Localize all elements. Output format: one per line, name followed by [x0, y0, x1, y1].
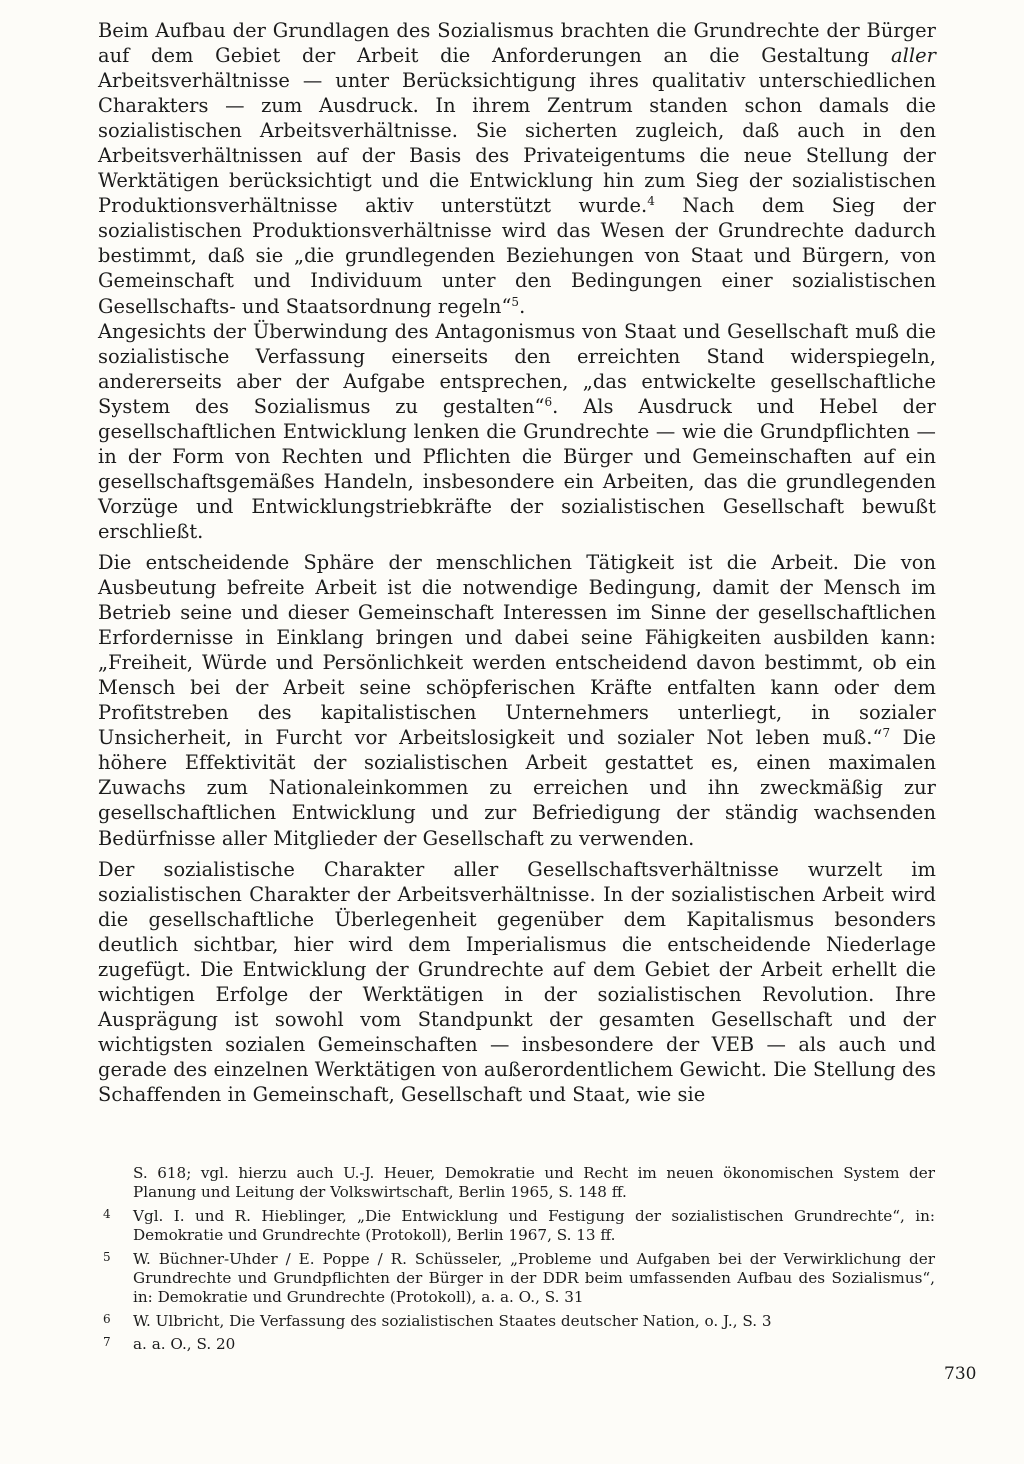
paragraph-4: Der sozialistische Charakter aller Gesellschaftsverhältnisse wurzelt im sozialistischen Charakter der Arbeitsverhältnisse. In der sozialistischen Arbeit wird die gesellschaftliche Überlegenheit gegenüber dem Kapitalismus besonders deutlich sichtbar, hier wird dem Imperialismus die entscheidende Niederlage zugefügt. Die Entwicklung der Grundrechte auf dem Gebiet der Arbeit erhellt die wichtigen Erfolge der Werktätigen in der sozialistischen Revolution. Ihre Ausprägung ist sowohl vom Standpunkt der gesamten Gesellschaft und der wichtigsten sozialen Gemeinschaften — insbesondere der VEB — als auch und gerade des einzelnen Werktätigen von außerordentlichem Gewicht. Die Stellung des Schaffenden in Gemeinschaft, Gesellschaft und Staat, wie sie: [98, 857, 936, 1106]
paragraph-2: [98, 319, 936, 544]
paragraph-2-text-a: Angesichts der Überwindung des Antagonismus von Staat und Gesellschaft muß die sozialistische Verfassung einerseits den erreichten Stand widerspiegeln, andererseits aber der Aufgabe entsprechen, „das entwickelte gesellschaftliche System des Sozialismus zu gestalten“: [98, 319, 936, 418]
footnote-text: Vgl. I. und R. Hieblinger, „Die Entwicklung und Festigung der sozialistischen Grundrechte“, in: Demokratie und Grundrechte (Protokoll), Berlin 1967, S. 13 ff.: [133, 1206, 935, 1245]
footnote-number: 4: [103, 1206, 111, 1221]
footnote-text: S. 618; vgl. hierzu auch U.-J. Heuer, Demokratie und Recht im neuen ökonomischen System der Planung und Leitung der Volkswirtschaft, Berlin 1965, S. 148 ff.: [133, 1164, 935, 1202]
footnote: [103, 1312, 935, 1331]
footnote-ref-5[interactable]: 5: [511, 294, 520, 309]
paragraph-3: [98, 550, 936, 851]
paragraph-1-text-c: Nach dem Sieg der sozialistischen Produktionsverhältnisse wird das Wesen der Grundrechte dadurch bestimmt, daß sie „die grundlegenden Beziehungen von Staat und Bürgern, von Gemeinschaft und Individuum unter den Bedingungen einer sozialistischen Gesellschafts- und Staatsordnung regeln“: [98, 194, 936, 318]
footnote: [103, 1164, 935, 1203]
footnote-text: a. a. O., S. 20: [133, 1335, 236, 1354]
footnote-ref-4[interactable]: 4: [647, 194, 655, 209]
paragraph-2-text-b: . Als Ausdruck und Hebel der gesellschaftlichen Entwicklung lenken die Grundrechte — wie die Grundpflichten — in der Form von Rechten und Pflichten die Bürger und Gemeinschaften auf ein gesellschaftsgemäßes Handeln, insbesondere ein Arbeiten, das die grundlegenden Vorzüge und Entwicklungstriebkräfte der sozialistischen Gesellschaft bewußt erschließt.: [98, 394, 936, 543]
footnote-number: 5: [103, 1249, 111, 1264]
paragraph-1: [98, 18, 936, 319]
footnote-number: 6: [103, 1311, 111, 1326]
footnote: [103, 1335, 935, 1354]
footnote: [103, 1250, 935, 1308]
paragraph-1-text-b: Arbeitsverhältnisse — unter Berücksichtigung ihres qualitativ unterschiedlichen Charakters — zum Ausdruck. In ihrem Zentrum standen schon damals die sozialistischen Arbeitsverhältnisse. Sie sicherten zugleich, daß auch in den Arbeitsverhältnissen auf der Basis des Privateigentums die neue Stellung der Werktätigen berücksichtigt und die Entwicklung hin zum Sieg der sozialistischen Produktionsverhältnisse aktiv unterstützt wurde.: [98, 69, 936, 218]
footnote-ref-6[interactable]: 6: [544, 394, 553, 409]
main-text: [98, 18, 936, 1107]
page-number: 730: [944, 1364, 977, 1384]
paragraph-3-text-a: Die entscheidende Sphäre der menschlichen Tätigkeit ist die Arbeit. Die von Ausbeutung befreite Arbeit ist die notwendige Bedingung, damit der Mensch im Betrieb seine und dieser Gemeinschaft Interessen im Sinne der gesellschaftlichen Erfordernisse in Einklang bringen und dabei seine Fähigkeiten ausbilden kann: „Freiheit, Würde und Persönlichkeit werden entscheidend davon bestimmt, ob ein Mensch bei der Arbeit seine schöpferischen Kräfte entfalten kann oder dem Profitstreben des kapitalistischen Unternehmers unterliegt, in sozialer Unsicherheit, in Furcht vor Arbeitslosigkeit und sozialer Not leben muß.“: [98, 550, 936, 750]
footnote-ref-7[interactable]: 7: [882, 726, 891, 741]
footnote-number: 7: [103, 1335, 111, 1350]
footnotes: [103, 1164, 935, 1355]
paragraph-1-text-d: .: [519, 294, 526, 318]
footnote: [103, 1207, 935, 1246]
emphasis-aller: aller: [891, 44, 936, 68]
footnote-text: W. Ulbricht, Die Verfassung des sozialistischen Staates deutscher Nation, o. J., S. 3: [133, 1311, 772, 1330]
footnote-text: W. Büchner-Uhder / E. Poppe / R. Schüsseler, „Probleme und Aufgaben bei der Verwirklichung der Grundrechte und Grundpflichten der Bürger in der DDR beim umfassenden Aufbau des Sozialismus“, in: Demokratie und Grundrechte (Protokoll), a. a. O., S. 31: [133, 1249, 935, 1307]
paragraph-3-text-b: Die höhere Effektivität der sozialistischen Arbeit gestattet es, einen maximalen Zuwachs zum Nationaleinkommen zu erreichen und ihn zweckmäßig zur gesellschaftlichen Entwicklung und zur Befriedigung der ständig wachsenden Bedürfnisse aller Mitglieder der Gesellschaft zu verwenden.: [98, 726, 936, 850]
paragraph-1-text-a: Beim Aufbau der Grundlagen des Sozialismus brachten die Grundrechte der Bürger auf dem Gebiet der Arbeit die Anforderungen an die Gestaltung: [98, 19, 936, 68]
